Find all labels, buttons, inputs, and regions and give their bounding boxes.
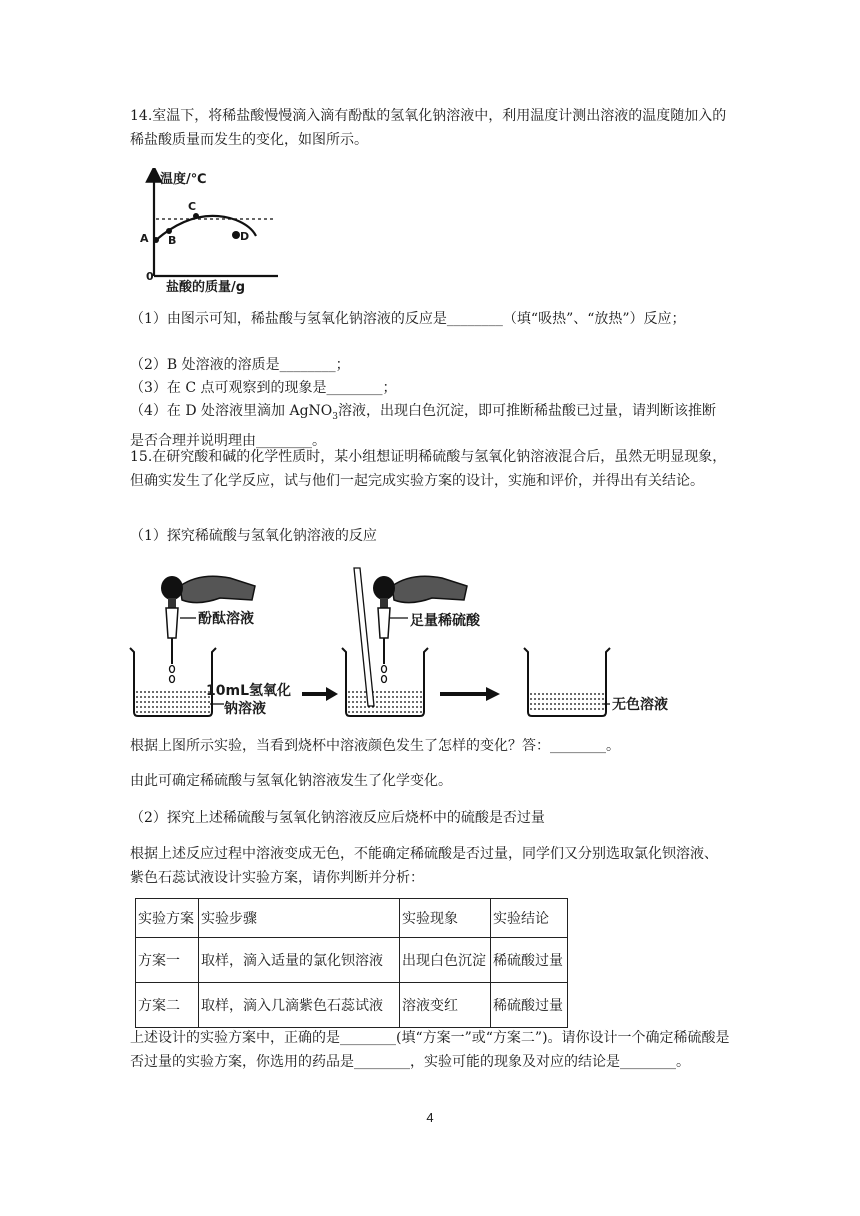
table-cell: 方案二	[136, 983, 199, 1028]
table-cell: 稀硫酸过量	[491, 938, 568, 983]
table-header-cell: 实验方案	[136, 899, 199, 938]
q15-part1: （1）探究稀硫酸与氢氧化钠溶液的反应	[130, 528, 377, 544]
q14-sub2: （2）B 处溶液的溶质是________；	[130, 357, 350, 373]
point-d-dot	[232, 231, 240, 239]
point-a-label: A	[140, 232, 149, 245]
q14-sub3: （3）在 C 点可观察到的现象是________；	[130, 380, 397, 396]
page-number: 4	[426, 1110, 434, 1125]
q15-intro: 15.在研究酸和碱的化学性质时，某小组想证明稀硫酸与氢氧化钠溶液混合后，虽然无明显现象，但确实发生了化学反应，试与他们一起完成实验方案的设计，实施和评价，并得出有关结论。	[130, 449, 727, 489]
q15-part2-desc: 根据上述反应过程中溶液变成无色，不能确定稀硫酸是否过量，同学们又分别选取氯化钡溶液、紫色石蕊试液设计实验方案，请你判断并分析：	[130, 846, 718, 886]
point-b-label: B	[168, 234, 177, 247]
beaker-3	[524, 648, 610, 716]
origin-label: 0	[146, 270, 154, 283]
hand-dropper-1	[161, 576, 255, 683]
point-a-dot	[153, 237, 159, 243]
q14-sub4-b: 溶液，出现白色沉淀，即可推断稀盐酸已过量，请判断该推断是否合理并说明理由________。	[130, 403, 717, 449]
arrow-1	[302, 687, 338, 701]
label-sulfuric-acid: 足量稀硫酸	[410, 613, 480, 629]
label-phenolphthalein: 酚酞溶液	[198, 611, 254, 627]
experiment-figure	[120, 566, 680, 726]
table-cell: 出现白色沉淀	[400, 938, 491, 983]
q15-question1: 根据上图所示实验，当看到烧杯中溶液颜色发生了怎样的变化？答：________。	[130, 738, 620, 754]
label-naoh-line1: 10mL氢氧化	[206, 683, 291, 699]
table-cell: 方案一	[136, 938, 199, 983]
table-header-cell: 实验现象	[400, 899, 491, 938]
table-header-row	[136, 899, 568, 938]
q14-sub4-subscript: 3	[332, 411, 339, 422]
experiment-figure-svg	[120, 566, 680, 726]
q15-final: 上述设计的实验方案中，正确的是________(填“方案一”或“方案二”)。请你设计一个确定稀硫酸是否过量的实验方案，你选用的药品是________，实验可能的现象及对应的结论是________。	[130, 1030, 730, 1070]
q15-part2: （2）探究上述稀硫酸与氢氧化钠溶液反应后烧杯中的硫酸是否过量	[130, 810, 545, 826]
q14-sub1: （1）由图示可知，稀盐酸与氢氧化钠溶液的反应是________（填“吸热”、“放热”）反应；	[130, 311, 686, 327]
table-cell: 取样，滴入适量的氯化钡溶液	[199, 938, 400, 983]
experiment-table	[135, 898, 568, 1028]
arrow-2	[440, 687, 500, 701]
q14-sub4-a: （4）在 D 处溶液里滴加 AgNO	[130, 403, 333, 419]
table-cell: 溶液变红	[400, 983, 491, 1028]
table-header-cell: 实验结论	[491, 899, 568, 938]
x-axis-label: 盐酸的质量/g	[166, 280, 246, 295]
q14-intro: 14.室温下，将稀盐酸慢慢滴入滴有酚酞的氢氧化钠溶液中，利用温度计测出溶液的温度随加入的稀盐酸质量而发生的变化，如图所示。	[130, 108, 727, 148]
point-c-label: C	[188, 200, 197, 213]
temperature-graph	[136, 168, 286, 298]
point-d-label: D	[240, 230, 250, 243]
table-row	[136, 983, 568, 1028]
stirring-rod	[354, 568, 374, 706]
label-colorless-solution: 无色溶液	[612, 697, 668, 713]
table-row	[136, 938, 568, 983]
q15-conclusion1: 由此可确定稀硫酸与氢氧化钠溶液发生了化学变化。	[130, 773, 452, 789]
table-cell: 稀硫酸过量	[491, 983, 568, 1028]
y-axis-label: 温度/℃	[160, 172, 207, 187]
table-header-cell: 实验步骤	[199, 899, 400, 938]
point-c-dot	[193, 213, 199, 219]
table-cell: 取样，滴入几滴紫色石蕊试液	[199, 983, 400, 1028]
label-naoh-line2: 钠溶液	[224, 701, 266, 717]
